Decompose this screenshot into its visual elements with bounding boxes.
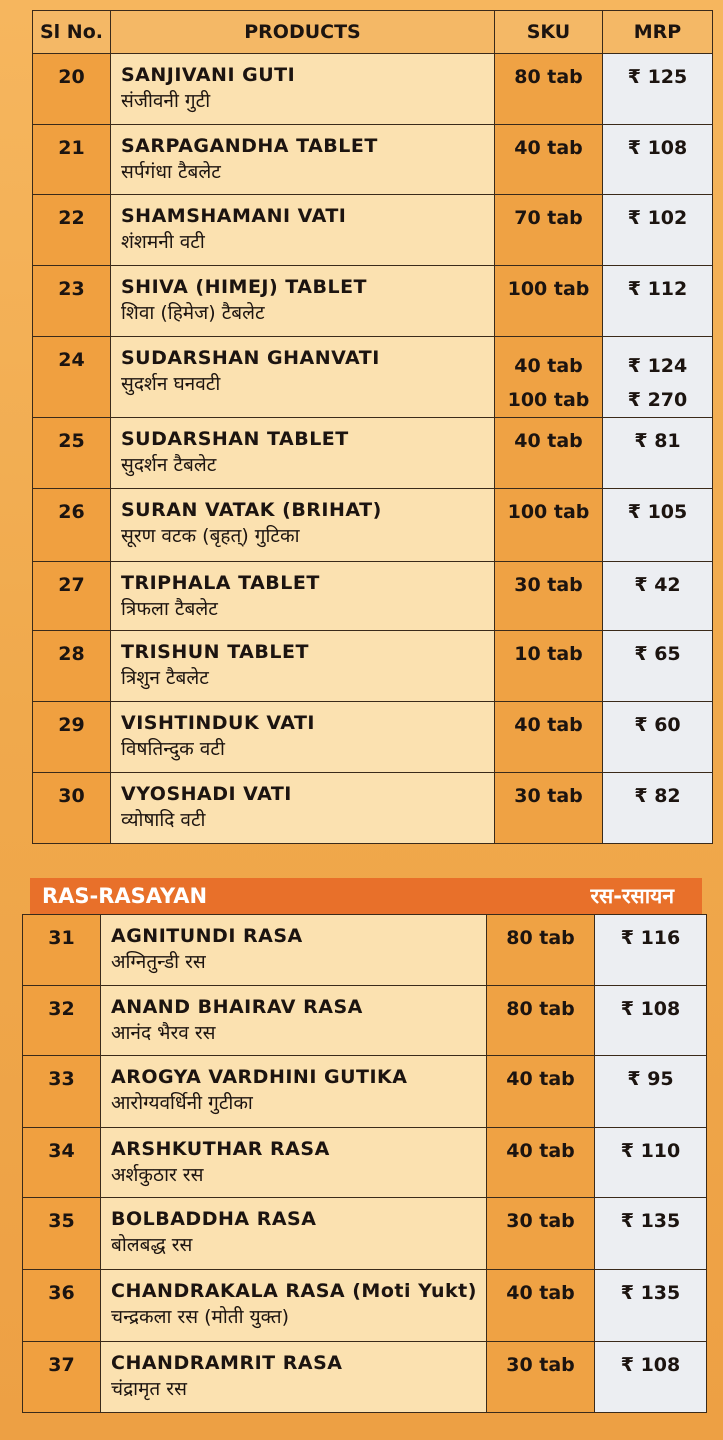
sku-value: 40 tab bbox=[506, 1140, 575, 1162]
product-name-en: VISHTINDUK VATI bbox=[121, 712, 316, 734]
sl-no-cell: 21 bbox=[33, 125, 111, 195]
product-name-hi: शिवा (हिमेज) टैबलेट bbox=[121, 302, 265, 324]
sl-no-cell: 30 bbox=[33, 773, 111, 844]
mrp-cell bbox=[603, 266, 713, 337]
sl-no-cell: 27 bbox=[33, 562, 111, 631]
sku-value: 40 tab bbox=[514, 430, 583, 452]
mrp-cell bbox=[603, 489, 713, 562]
section-title-hi: रस-रसायन bbox=[590, 884, 674, 908]
product-name-en: SUDARSHAN TABLET bbox=[121, 428, 349, 450]
sku-value: 40 tab bbox=[506, 1068, 575, 1090]
sku-cell bbox=[495, 337, 603, 418]
mrp-value: ₹ 81 bbox=[634, 430, 681, 452]
sku-cell bbox=[495, 125, 603, 195]
mrp-value: ₹ 42 bbox=[634, 574, 681, 596]
product-table-2 bbox=[22, 914, 707, 1413]
sku-cell bbox=[495, 773, 603, 844]
sku-cell bbox=[487, 1270, 595, 1342]
mrp-cell bbox=[603, 631, 713, 702]
sku-cell bbox=[495, 702, 603, 773]
table-row bbox=[33, 631, 713, 702]
header-sku: SKU bbox=[495, 11, 603, 54]
mrp-cell bbox=[603, 337, 713, 418]
mrp-value: ₹ 108 bbox=[620, 1354, 681, 1376]
sku-cell bbox=[495, 489, 603, 562]
sku-value: 40 tab bbox=[514, 137, 583, 159]
mrp-cell bbox=[603, 418, 713, 489]
mrp-value: ₹ 95 bbox=[627, 1068, 674, 1090]
sl-no-cell: 31 bbox=[23, 915, 101, 986]
sku-value: 10 tab bbox=[514, 643, 583, 665]
sku-cell bbox=[495, 631, 603, 702]
table-row bbox=[33, 54, 713, 125]
table-row bbox=[33, 266, 713, 337]
header-products: PRODUCTS bbox=[111, 11, 495, 54]
sku-value: 40 tab bbox=[506, 1282, 575, 1304]
sku-value: 30 tab bbox=[506, 1210, 575, 1232]
mrp-cell bbox=[595, 1056, 707, 1128]
product-cell bbox=[111, 702, 495, 773]
product-cell bbox=[101, 1270, 487, 1342]
header-sl-no: Sl No. bbox=[33, 11, 111, 54]
product-cell bbox=[111, 337, 495, 418]
table-header bbox=[33, 11, 713, 54]
sl-no-cell: 26 bbox=[33, 489, 111, 562]
table-row bbox=[23, 986, 707, 1056]
product-name-en: ARSHKUTHAR RASA bbox=[111, 1138, 330, 1160]
product-name-hi: अर्शकुठार रस bbox=[111, 1164, 204, 1186]
table-row bbox=[23, 915, 707, 986]
product-name-hi: व्योषादि वटी bbox=[121, 809, 206, 831]
table-row bbox=[23, 1198, 707, 1270]
sku-value: 40 tab bbox=[514, 714, 583, 736]
sku-value: 100 tab bbox=[507, 278, 590, 300]
product-name-en: TRISHUN TABLET bbox=[121, 641, 309, 663]
table-body-2 bbox=[23, 915, 707, 1413]
sku-cell bbox=[487, 1056, 595, 1128]
sl-no-cell: 35 bbox=[23, 1198, 101, 1270]
table-body-1 bbox=[33, 54, 713, 844]
product-table-1 bbox=[32, 10, 713, 844]
table-row bbox=[23, 1128, 707, 1198]
product-cell bbox=[101, 986, 487, 1056]
section-title-en: RAS-RASAYAN bbox=[42, 884, 208, 908]
product-name-en: VYOSHADI VATI bbox=[121, 783, 292, 805]
mrp-cell bbox=[595, 1198, 707, 1270]
product-name-en: CHANDRAKALA RASA (Moti Yukt) bbox=[111, 1280, 477, 1302]
product-cell bbox=[101, 915, 487, 986]
table-row bbox=[23, 1342, 707, 1413]
mrp-value: ₹ 65 bbox=[634, 643, 681, 665]
mrp-value: ₹ 60 bbox=[634, 714, 681, 736]
sku-cell bbox=[487, 1128, 595, 1198]
product-cell bbox=[101, 1198, 487, 1270]
product-cell bbox=[111, 125, 495, 195]
table-row bbox=[33, 562, 713, 631]
sl-no-cell: 37 bbox=[23, 1342, 101, 1413]
sku-cell bbox=[495, 562, 603, 631]
table-row bbox=[33, 195, 713, 266]
mrp-value: ₹ 112 bbox=[627, 278, 688, 300]
product-name-hi: चंद्रामृत रस bbox=[111, 1378, 187, 1400]
sku-value: 80 tab bbox=[506, 927, 575, 949]
sl-no-cell: 28 bbox=[33, 631, 111, 702]
mrp-value: ₹ 135 bbox=[620, 1210, 681, 1232]
mrp-value: ₹ 124 bbox=[627, 355, 688, 377]
sku-cell bbox=[487, 915, 595, 986]
product-cell bbox=[111, 195, 495, 266]
mrp-cell bbox=[603, 702, 713, 773]
mrp-cell bbox=[595, 1270, 707, 1342]
product-name-hi: त्रिफला टैबलेट bbox=[121, 598, 218, 620]
product-cell bbox=[101, 1056, 487, 1128]
sku-cell bbox=[495, 54, 603, 125]
sl-no-cell: 24 bbox=[33, 337, 111, 418]
product-name-en: SHAMSHAMANI VATI bbox=[121, 205, 347, 227]
mrp-value: ₹ 125 bbox=[627, 66, 688, 88]
product-name-hi: संजीवनी गुटी bbox=[121, 90, 211, 112]
sl-no-cell: 32 bbox=[23, 986, 101, 1056]
mrp-value: ₹ 108 bbox=[627, 137, 688, 159]
header-mrp: MRP bbox=[603, 11, 713, 54]
product-name-en: SARPAGANDHA TABLET bbox=[121, 135, 378, 157]
product-name-hi: आनंद भैरव रस bbox=[111, 1022, 216, 1044]
product-cell bbox=[111, 54, 495, 125]
product-cell bbox=[111, 418, 495, 489]
product-cell bbox=[111, 266, 495, 337]
mrp-value: ₹ 82 bbox=[634, 785, 681, 807]
mrp-value: ₹ 102 bbox=[627, 207, 688, 229]
mrp-value: ₹ 110 bbox=[620, 1140, 681, 1162]
product-name-en: TRIPHALA TABLET bbox=[121, 572, 320, 594]
product-name-en: CHANDRAMRIT RASA bbox=[111, 1352, 343, 1374]
sl-no-cell: 34 bbox=[23, 1128, 101, 1198]
sku-value: 40 tab bbox=[514, 355, 583, 377]
table-row bbox=[33, 125, 713, 195]
sku-value: 30 tab bbox=[514, 574, 583, 596]
mrp-cell bbox=[595, 915, 707, 986]
sku-cell bbox=[495, 418, 603, 489]
product-name-hi: सूरण वटक (बृहत्) गुटिका bbox=[121, 525, 300, 547]
product-cell bbox=[111, 562, 495, 631]
sku-cell bbox=[495, 266, 603, 337]
sku-cell bbox=[487, 1198, 595, 1270]
mrp-cell bbox=[595, 1128, 707, 1198]
sku-cell bbox=[487, 1342, 595, 1413]
sku-value: 80 tab bbox=[514, 66, 583, 88]
sku-cell bbox=[487, 986, 595, 1056]
sl-no-cell: 33 bbox=[23, 1056, 101, 1128]
sl-no-cell: 29 bbox=[33, 702, 111, 773]
product-name-en: SHIVA (HIMEJ) TABLET bbox=[121, 276, 368, 298]
product-name-hi: शंशमनी वटी bbox=[121, 231, 205, 253]
product-name-hi: त्रिशुन टैबलेट bbox=[121, 667, 209, 689]
table-row bbox=[23, 1056, 707, 1128]
product-name-en: AROGYA VARDHINI GUTIKA bbox=[111, 1066, 408, 1088]
mrp-cell bbox=[595, 986, 707, 1056]
product-name-en: SANJIVANI GUTI bbox=[121, 64, 296, 86]
product-name-hi: सर्पगंधा टैबलेट bbox=[121, 161, 221, 183]
mrp-value: ₹ 105 bbox=[627, 501, 688, 523]
sl-no-cell: 20 bbox=[33, 54, 111, 125]
table-row bbox=[33, 773, 713, 844]
sl-no-cell: 23 bbox=[33, 266, 111, 337]
product-name-en: SUDARSHAN GHANVATI bbox=[121, 347, 380, 369]
mrp-value: ₹ 270 bbox=[627, 389, 688, 411]
sku-value: 80 tab bbox=[506, 998, 575, 1020]
product-name-hi: सुदर्शन टैबलेट bbox=[121, 454, 217, 476]
product-name-hi: आरोग्यवर्धिनी गुटीका bbox=[111, 1092, 253, 1114]
product-name-en: BOLBADDHA RASA bbox=[111, 1208, 317, 1230]
sl-no-cell: 22 bbox=[33, 195, 111, 266]
product-name-hi: बोलबद्ध रस bbox=[111, 1234, 193, 1256]
sku-value: 100 tab bbox=[507, 389, 590, 411]
product-name-hi: सुदर्शन घनवटी bbox=[121, 373, 221, 395]
mrp-cell bbox=[603, 562, 713, 631]
sku-cell bbox=[495, 195, 603, 266]
sku-value: 30 tab bbox=[506, 1354, 575, 1376]
mrp-cell bbox=[595, 1342, 707, 1413]
product-cell bbox=[101, 1342, 487, 1413]
product-name-hi: विषतिन्दुक वटी bbox=[121, 738, 225, 760]
sl-no-cell: 36 bbox=[23, 1270, 101, 1342]
table-row bbox=[33, 418, 713, 489]
mrp-cell bbox=[603, 54, 713, 125]
sl-no-cell: 25 bbox=[33, 418, 111, 489]
product-cell bbox=[101, 1128, 487, 1198]
mrp-value: ₹ 116 bbox=[620, 927, 681, 949]
product-name-en: AGNITUNDI RASA bbox=[111, 925, 303, 947]
mrp-cell bbox=[603, 773, 713, 844]
table-row bbox=[33, 337, 713, 418]
table-row bbox=[23, 1270, 707, 1342]
mrp-value: ₹ 108 bbox=[620, 998, 681, 1020]
mrp-cell bbox=[603, 195, 713, 266]
product-name-hi: अग्नितुन्डी रस bbox=[111, 951, 206, 973]
sku-value: 30 tab bbox=[514, 785, 583, 807]
table-row bbox=[33, 489, 713, 562]
product-name-hi: चन्द्रकला रस (मोती युक्त) bbox=[111, 1306, 290, 1328]
product-cell bbox=[111, 631, 495, 702]
table-row bbox=[33, 702, 713, 773]
mrp-value: ₹ 135 bbox=[620, 1282, 681, 1304]
sku-value: 100 tab bbox=[507, 501, 590, 523]
mrp-cell bbox=[603, 125, 713, 195]
section-header-ras-rasayan bbox=[30, 878, 702, 914]
product-cell bbox=[111, 489, 495, 562]
product-name-en: SURAN VATAK (BRIHAT) bbox=[121, 499, 382, 521]
product-cell bbox=[111, 773, 495, 844]
sku-value: 70 tab bbox=[514, 207, 583, 229]
product-name-en: ANAND BHAIRAV RASA bbox=[111, 996, 363, 1018]
